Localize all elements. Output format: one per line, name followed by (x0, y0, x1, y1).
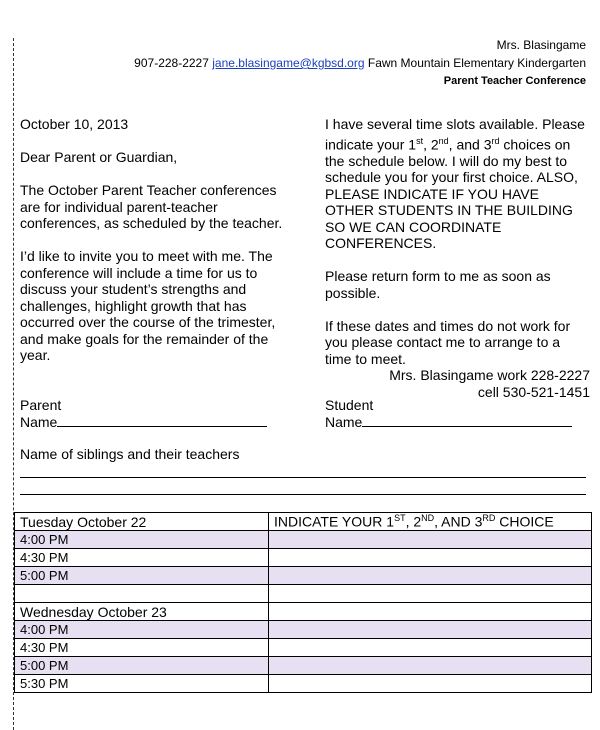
email-link[interactable]: jane.blasingame@kgbsd.org (212, 56, 365, 70)
choice-header-blank (269, 603, 592, 621)
contact-line (134, 54, 586, 72)
day-header-tuesday: Tuesday October 22 (15, 513, 269, 531)
time-slot: 4:30 PM (15, 639, 269, 657)
letterhead (134, 36, 586, 90)
choice-cell[interactable] (269, 675, 592, 693)
student-label: Student (325, 397, 374, 413)
contact-paragraph: If these dates and times do not work for you please contact me to arrange to a time to meet. (325, 317, 571, 367)
choice-cell[interactable] (269, 621, 592, 639)
invite-paragraph: I’d like to invite you to meet with me. The conference will include a time for us to discuss your student’s strengths and challenges, highlight growth that has occurred over the course of the trimester, and make goals for the remainder of the year. (20, 248, 276, 363)
spacer-cell (15, 585, 269, 603)
parent-label: Parent (20, 397, 62, 413)
time-slot: 4:00 PM (15, 621, 269, 639)
greeting: Dear Parent or Guardian, (20, 149, 178, 165)
school-name: Fawn Mountain Elementary Kindergarten (367, 56, 586, 70)
time-slot: 4:30 PM (15, 549, 269, 567)
siblings-line-2[interactable] (20, 494, 586, 495)
right-column (325, 116, 590, 400)
parent-name-label: Name (20, 413, 58, 430)
student-name-label: Name (325, 413, 363, 430)
day-header-wednesday: Wednesday October 23 (15, 603, 269, 621)
student-field (325, 397, 572, 430)
doc-title: Parent Teacher Conference (443, 75, 586, 87)
choice-cell[interactable] (269, 549, 592, 567)
letter-date: October 10, 2013 (20, 116, 129, 132)
siblings-label: Name of siblings and their teachers (20, 446, 240, 462)
signature-cell: cell 530-521-1451 (477, 383, 590, 400)
student-name-input[interactable] (362, 414, 572, 427)
schedule-table (14, 512, 592, 693)
time-slot: 5:00 PM (15, 567, 269, 585)
phone: 907-228-2227 (134, 56, 209, 70)
choice-cell[interactable] (269, 567, 592, 585)
return-paragraph: Please return form to me as soon as possible. (325, 268, 551, 301)
choice-header: INDICATE YOUR 1ST, 2ND, AND 3RD CHOICE (269, 513, 592, 531)
parent-name-input[interactable] (57, 414, 267, 427)
parent-field (20, 397, 267, 430)
signature-work: Mrs. Blasingame work 228-2227 (389, 367, 590, 384)
choice-cell[interactable] (269, 657, 592, 675)
time-slot: 5:00 PM (15, 657, 269, 675)
time-slot: 5:30 PM (15, 675, 269, 693)
choices-paragraph: I have several time slots available. Please indicate your 1st, 2nd, and 3rd choices on the schedule below. I will do my best to schedule you for your first choice. ALSO, PLEASE INDICATE IF YOU HAVE OTHER STUDENTS IN THE BUILDING SO WE CAN COORDINATE CONFERENCES. (325, 116, 585, 252)
intro-paragraph: The October Parent Teacher conferences are for individual parent-teacher conferences, as scheduled by the teacher. (20, 182, 283, 231)
teacher-name: Mrs. Blasingame (496, 38, 586, 52)
left-column (20, 116, 300, 380)
time-slot: 4:00 PM (15, 531, 269, 549)
siblings-line-1[interactable] (20, 477, 586, 478)
spacer-cell (269, 585, 592, 603)
choice-cell[interactable] (269, 639, 592, 657)
choice-cell[interactable] (269, 531, 592, 549)
